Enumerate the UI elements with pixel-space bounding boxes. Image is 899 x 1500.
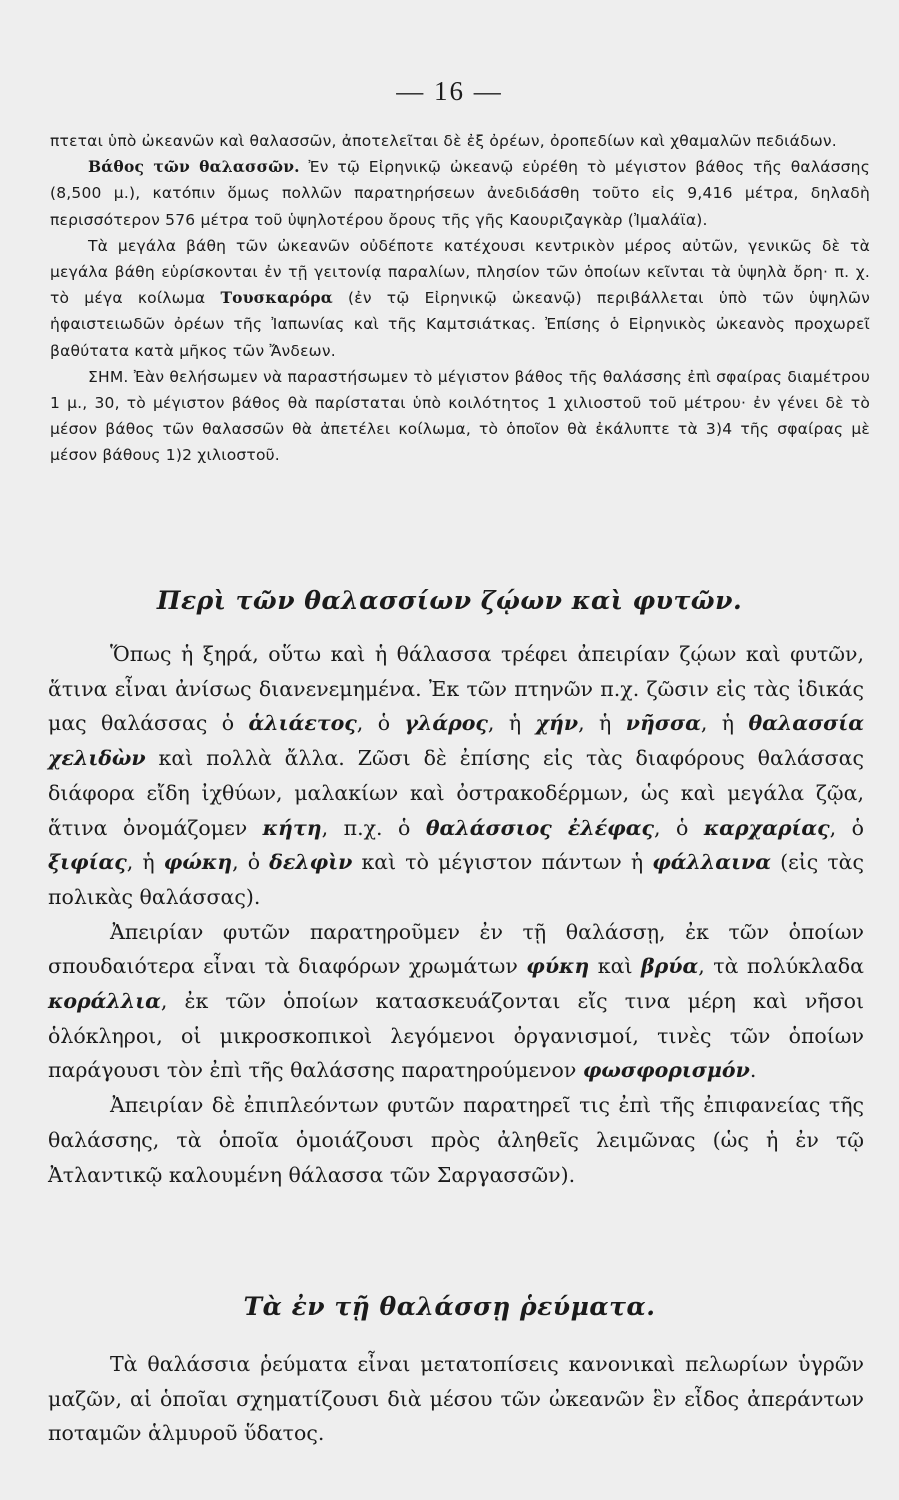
paragraph-text: , ὁ [653, 815, 704, 840]
term: κοράλλια [48, 989, 161, 1014]
paragraph-text: . [749, 1058, 757, 1083]
paragraph-text: (εἰς τὰς πολικὰς θαλάσσας). [48, 850, 864, 909]
paragraph-text: , τὰ πολύκλαδα [698, 954, 864, 979]
term: δελφὶν [269, 850, 353, 875]
paragraph-currents: Τὰ θαλάσσια ῥεύματα εἶναι μετατοπίσεις κανονικαὶ πελωρίων ὑγρῶν μαζῶν, αἱ ὁποῖαι σχηματίζουσι διὰ μέσου τῶν ὠκεανῶν ἓν εἶδος ἀπεράντων ποταμῶν ἁλμυροῦ ὕδατος. [48, 1352, 864, 1446]
term: καρχαρίας [703, 815, 830, 840]
large-print-section-currents [48, 1347, 864, 1451]
term-tuscarora: Τουσκαρόρα [220, 288, 333, 308]
term: γλάρος [404, 711, 488, 736]
paragraph-great-depths [50, 233, 870, 364]
term: νῆσσα [625, 711, 701, 736]
paragraph-text: Ὅπως ἡ ξηρά, οὕτω καὶ ἡ θάλασσα τρέφει ἀπειρίαν ζῴων καὶ φυτῶν, ἅτινα εἶναι ἀνίσως διανενεμημένα. Ἐκ τῶν πτηνῶν π.χ. ζῶσιν εἰς τὰς ἰδικάς μας θαλάσσας ὁ [48, 642, 864, 736]
term: φωσφορισμόν [582, 1058, 750, 1083]
paragraph-text: , ὁ [829, 815, 864, 840]
term: φώκη [163, 850, 233, 875]
paragraph-continued: πτεται ὑπὸ ὠκεανῶν καὶ θαλασσῶν, ἀποτελεῖται δὲ ἐξ ὀρέων, ὀροπεδίων καὶ χθαμαλῶν πεδιάδων. [50, 132, 837, 150]
paragraph-text: , ἡ [126, 850, 164, 875]
subheading-sea-depth: Βάθος τῶν θαλασσῶν. [88, 157, 300, 177]
section-heading-currents: Τὰ ἐν τῇ θαλάσσῃ ῥεύματα. [243, 1292, 656, 1321]
paragraph-text: , ὁ [232, 850, 270, 875]
paragraph-text: , ὁ [356, 711, 405, 736]
term: βρύα [640, 954, 699, 979]
paragraph-floating-plants: Ἀπειρίαν δὲ ἐπιπλεόντων φυτῶν παρατηρεῖ τις ἐπὶ τῆς ἐπιφανείας τῆς θαλάσσης, τὰ ὁποῖα ὁμοιάζουσι πρὸς ἀληθεῖς λειμῶνας (ὡς ἡ ἐν τῷ Ἀτλαντικῷ καλουμένη θάλασσα τῶν Σαργασσῶν). [48, 1093, 864, 1187]
paragraph-text: , ἐκ τῶν ὁποίων κατασκευάζονται εἴς τινα μέρη καὶ νῆσοι ὁλόκληροι, οἱ μικροσκοπικοὶ λεγόμενοι ὀργανισμοί, τινὲς τῶν ὁποίων παράγουσι τὸν ἐπὶ τῆς θαλάσσης παρατηρούμενον [48, 989, 864, 1083]
paragraph-text: , ἡ [578, 711, 626, 736]
term: θαλάσσιος ἐλέφας [425, 815, 654, 840]
paragraph-text: , ἡ [487, 711, 536, 736]
paragraph-text: , ἡ [700, 711, 749, 736]
paragraph-text: (ἐν τῷ Εἰρηνικῷ ὠκεανῷ) περιβάλλεται ὑπὸ τῶν ὑψηλῶν ἡφαιστειωδῶν ὀρέων τῆς Ἰαπωνίας καὶ τῆς Καμτσιάτκας. Ἐπίσης ὁ Εἰρηνικὸς ὠκεανὸς προχωρεῖ βαθύτατα κατὰ μῆκος τῶν Ἄνδεων. [50, 289, 870, 360]
paragraph-text: καὶ τὸ μέγιστον πάντων ἡ [352, 850, 653, 875]
note-paragraph: ΣΗΜ. Ἐὰν θελήσωμεν νὰ παραστήσωμεν τὸ μέγιστον βάθος τῆς θαλάσσης ἐπὶ σφαίρας διαμέτρου 1 μ., 30, τὸ μέγιστον βάθος θὰ παρίσταται ὑπὸ κοιλότητος 1 χιλιοστοῦ τοῦ μέτρου· ἐν γένει δὲ τὸ μέσον βάθος τῶν θαλασσῶν θὰ ἀπετέλει κοίλωμα, τὸ ὁποῖον θὰ ἐκάλυπτε τὰ 3)4 τῆς σφαίρας μὲ μέσον βάθους 1)2 χιλιοστοῦ. [50, 367, 870, 465]
term: ξιφίας [48, 850, 127, 875]
paragraph-text: καὶ πολλὰ ἄλλα. Ζῶσι δὲ ἐπίσης εἰς τὰς διαφόρους θαλάσσας διάφορα εἴδη ἰχθύων, μαλακίων καὶ ὀστρακοδέρμων, ὡς καὶ μεγάλα ζῷα, ἅτινα ὀνομάζομεν [48, 746, 864, 840]
paragraph-text: καὶ [589, 954, 641, 979]
paragraph-text: Ἀπειρίαν φυτῶν παρατηροῦμεν ἐν τῇ θαλάσσῃ, ἐκ τῶν ὁποίων σπουδαιότερα εἶναι τὰ διαφόρων χρωμάτων [48, 919, 864, 979]
term: χήν [535, 711, 579, 736]
small-print-section [50, 128, 870, 469]
paragraph-animals [48, 637, 864, 915]
term: φύκη [526, 954, 590, 979]
term: θαλασσία χελιδὼν [48, 711, 864, 771]
paragraph-text: Ἐν τῷ Εἰρηνικῷ ὠκεανῷ εὑρέθη τὸ μέγιστον βάθος τῆς θαλάσσης (8,500 μ.), κατόπιν ὅμως πολλῶν παρατηρήσεων ἀνεδιδάσθη τοῦτο εἰς 9,416 μέτρα, δηλαδὴ περισσότερον 576 μέτρα τοῦ ὑψηλοτέρου ὄρους τῆς γῆς Καουριζαγκὰρ (Ἰμαλάϊα). [50, 158, 870, 229]
term: φάλλαινα [652, 850, 772, 875]
paragraph-text: , π.χ. ὁ [321, 815, 426, 840]
term: ἁλιάετος [248, 711, 357, 736]
page-number: — 16 — [396, 76, 503, 106]
section-heading-marine-life: Περὶ τῶν θαλασσίων ζῴων καὶ φυτῶν. [156, 586, 743, 615]
paragraph-plants [48, 915, 864, 1089]
paragraph-text: Τὰ μεγάλα βάθη τῶν ὠκεανῶν οὐδέποτε κατέχουσι κεντρικὸν μέρος αὐτῶν, γενικῶς δὲ τὰ μεγάλα βάθη εὑρίσκονται ἐν τῇ γειτονίᾳ παραλίων, πλησίον τῶν ὁποίων κεῖνται τὰ ὑψηλὰ ὄρη· π. χ. τὸ μέγα κοίλωμα [50, 236, 870, 308]
paragraph-sea-depth [50, 154, 870, 233]
term: κήτη [262, 815, 322, 840]
large-print-section [48, 637, 864, 1192]
